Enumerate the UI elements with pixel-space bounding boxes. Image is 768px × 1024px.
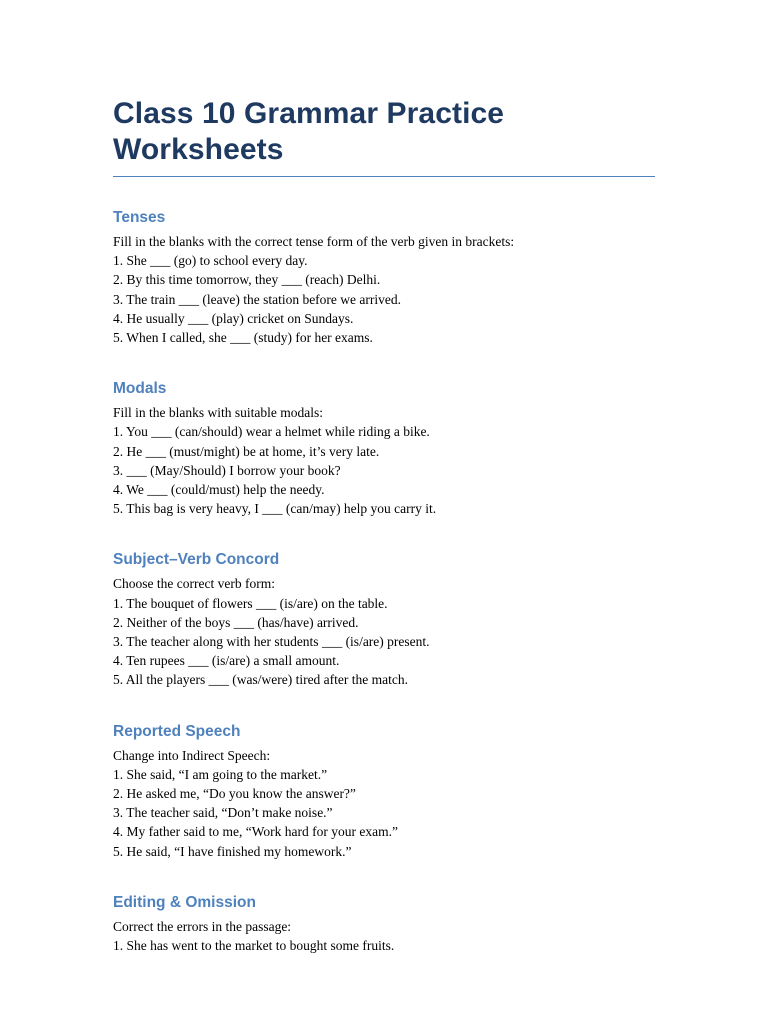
question-item: 1. She has went to the market to bought some fruits.: [113, 938, 395, 954]
question-item: 2. He ___ (must/might) be at home, it’s very late.: [113, 443, 380, 459]
section-instruction: Choose the correct verb form:: [113, 576, 275, 592]
section-reported-speech: [113, 722, 655, 861]
section-heading: Modals: [113, 380, 167, 398]
section-modals: [113, 379, 655, 518]
section-instruction: Fill in the blanks with suitable modals:: [113, 405, 323, 421]
question-item: 4. He usually ___ (play) cricket on Sundays.: [113, 310, 354, 326]
question-item: 3. The teacher along with her students ___ (is/are) present.: [113, 634, 430, 650]
question-item: 5. This bag is very heavy, I ___ (can/may) help you carry it.: [113, 501, 437, 517]
question-item: 5. When I called, she ___ (study) for her exams.: [113, 330, 373, 346]
section-heading: Reported Speech: [113, 722, 241, 740]
question-item: 4. Ten rupees ___ (is/are) a small amount.: [113, 653, 340, 669]
question-item: 2. By this time tomorrow, they ___ (reach) Delhi.: [113, 272, 381, 288]
section-tenses: [113, 208, 655, 347]
section-instruction: Change into Indirect Speech:: [113, 747, 271, 763]
question-item: 1. She ___ (go) to school every day.: [113, 253, 308, 269]
section-heading: Tenses: [113, 209, 166, 226]
document-title: Class 10 Grammar Practice Worksheets: [113, 96, 655, 177]
question-item: 3. ___ (May/Should) I borrow your book?: [113, 462, 341, 478]
question-item: 3. The train ___ (leave) the station before we arrived.: [113, 291, 402, 307]
question-item: 2. Neither of the boys ___ (has/have) arrived.: [113, 614, 359, 630]
question-item: 4. My father said to me, “Work hard for your exam.”: [113, 824, 398, 840]
section-instruction: Fill in the blanks with the correct tense form of the verb given in brackets:: [113, 234, 515, 249]
section-heading: Editing & Omission: [113, 893, 256, 911]
section-editing-omission: [113, 893, 655, 955]
section-heading: Subject–Verb Concord: [113, 551, 280, 569]
question-item: 1. The bouquet of flowers ___ (is/are) on the table.: [113, 595, 388, 611]
question-item: 5. He said, “I have finished my homework.”: [113, 843, 352, 859]
question-item: 5. All the players ___ (was/were) tired after the match.: [113, 672, 409, 688]
question-item: 2. He asked me, “Do you know the answer?”: [113, 786, 356, 802]
question-item: 4. We ___ (could/must) help the needy.: [113, 482, 325, 498]
section-instruction: Correct the errors in the passage:: [113, 918, 292, 934]
question-item: 3. The teacher said, “Don’t make noise.”: [113, 805, 333, 821]
question-item: 1. She said, “I am going to the market.”: [113, 766, 328, 782]
document-page: [113, 96, 655, 955]
section-subject-verb-concord: [113, 550, 655, 689]
question-item: 1. You ___ (can/should) wear a helmet while riding a bike.: [113, 424, 430, 440]
